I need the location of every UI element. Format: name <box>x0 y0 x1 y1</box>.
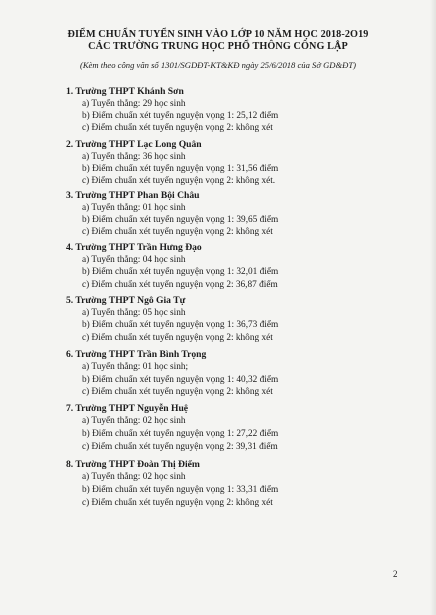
school-5-cutoff-choice-2: c) Điểm chuẩn xét tuyển nguyện vọng 2: không xét <box>82 333 273 343</box>
school-heading-8: 8. Trường THPT Đoàn Thị Điểm <box>66 459 200 470</box>
scan-edge-shadow <box>430 0 436 615</box>
school-2-cutoff-choice-1: b) Điểm chuẩn xét tuyển nguyện vọng 1: 31,56 điểm <box>82 164 279 174</box>
school-3-direct-admission: a) Tuyển thẳng: 01 học sinh <box>82 203 186 213</box>
school-1-cutoff-choice-2: c) Điểm chuẩn xét tuyển nguyện vọng 2: không xét <box>82 123 273 133</box>
school-1-cutoff-choice-1: b) Điểm chuẩn xét tuyển nguyện vọng 1: 25,12 điểm <box>82 111 279 121</box>
school-7-cutoff-choice-1: b) Điểm chuẩn xét tuyển nguyện vọng 1: 27,22 điểm <box>82 429 279 439</box>
document-title-line-2: CÁC TRƯỜNG TRUNG HỌC PHỔ THÔNG CÔNG LẬP <box>88 41 348 52</box>
school-heading-2: 2. Trường THPT Lạc Long Quân <box>66 139 202 150</box>
school-6-direct-admission: a) Tuyển thẳng: 01 học sinh; <box>82 362 189 372</box>
school-5-direct-admission: a) Tuyển thẳng: 05 học sinh <box>82 308 186 318</box>
school-heading-1: 1. Trường THPT Khánh Sơn <box>66 86 184 97</box>
school-4-direct-admission: a) Tuyển thẳng: 04 học sinh <box>82 255 186 265</box>
school-heading-6: 6. Trường THPT Trần Bình Trọng <box>66 349 207 360</box>
school-6-cutoff-choice-2: c) Điểm chuẩn xét tuyển nguyện vọng 2: không xét <box>82 387 273 397</box>
school-5-cutoff-choice-1: b) Điểm chuẩn xét tuyển nguyện vọng 1: 36,73 điểm <box>82 320 279 330</box>
school-7-cutoff-choice-2: c) Điểm chuẩn xét tuyển nguyện vọng 2: 39,31 điểm <box>82 442 278 452</box>
school-1-direct-admission: a) Tuyển thẳng: 29 học sinh <box>82 99 186 109</box>
school-8-cutoff-choice-1: b) Điểm chuẩn xét tuyển nguyện vọng 1: 33,31 điểm <box>82 485 279 495</box>
school-8-cutoff-choice-2: c) Điểm chuẩn xét tuyển nguyện vọng 2: không xét <box>82 498 273 508</box>
school-4-cutoff-choice-1: b) Điểm chuẩn xét tuyển nguyện vọng 1: 32,01 điểm <box>82 267 279 277</box>
document-title-line-1: ĐIỂM CHUẨN TUYỂN SINH VÀO LỚP 10 NĂM HỌC 2018-2O19 <box>67 29 369 40</box>
school-3-cutoff-choice-1: b) Điểm chuẩn xét tuyển nguyện vọng 1: 39,65 điểm <box>82 215 279 225</box>
school-4-cutoff-choice-2: c) Điểm chuẩn xét tuyển nguyện vọng 2: 36,87 điểm <box>82 280 278 290</box>
school-3-cutoff-choice-2: c) Điểm chuẩn xét tuyển nguyện vọng 2: không xét <box>82 227 273 237</box>
school-8-direct-admission: a) Tuyển thẳng: 02 học sinh <box>82 472 186 482</box>
school-2-direct-admission: a) Tuyển thẳng: 36 học sinh <box>82 152 186 162</box>
school-heading-4: 4. Trường THPT Trần Hưng Đạo <box>66 242 202 253</box>
page-number: 2 <box>393 569 398 579</box>
school-2-cutoff-choice-2: c) Điểm chuẩn xét tuyển nguyện vọng 2: không xét. <box>82 176 276 186</box>
school-heading-3: 3. Trường THPT Phan Bội Châu <box>66 190 200 201</box>
school-heading-5: 5. Trường THPT Ngô Gia Tự <box>66 295 186 306</box>
school-6-cutoff-choice-1: b) Điểm chuẩn xét tuyển nguyện vọng 1: 40,32 điểm <box>82 375 279 385</box>
document-reference-note: (Kèm theo công văn số 1301/SGDĐT-KT&KĐ ngày 25/6/2018 của Sở GD&ĐT) <box>79 60 357 70</box>
school-7-direct-admission: a) Tuyển thẳng: 02 học sinh <box>82 416 186 426</box>
school-heading-7: 7. Trường THPT Nguyễn Huệ <box>66 403 189 414</box>
